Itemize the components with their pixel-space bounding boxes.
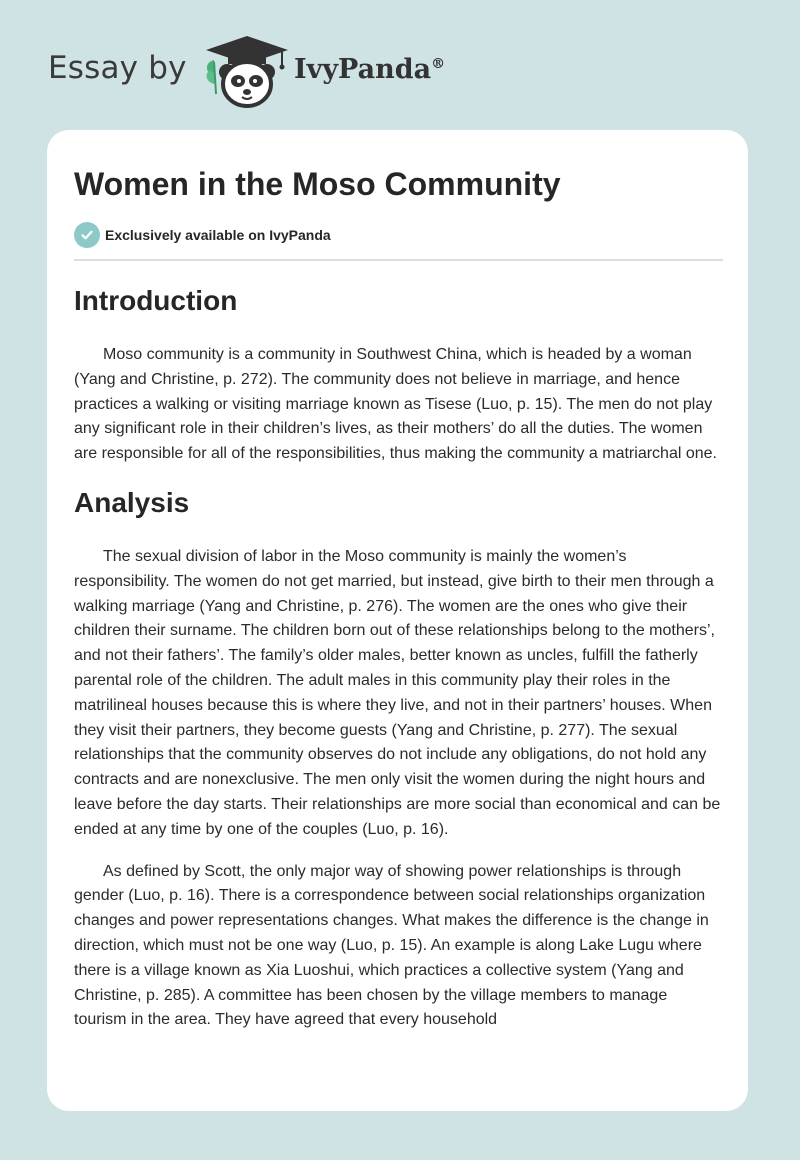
section-heading-introduction: Introduction [74,285,238,316]
exclusive-label: Exclusively available on IvyPanda [105,227,331,243]
essay-by-label: Essay by [48,50,187,86]
paragraph: As defined by Scott, the only major way of showing power relationships is through gender (Luo, p. 16). There is a correspondence between social relationships organization changes and power representations changes. What makes the difference is the change in direction, which must not be one way (Luo, p. 15). An example is along Lake Lugu where there is a village known as Xia Luoshui, which practices a collective system (Yang and Christine, p. 285). A committee has been chosen by the village members to manage tourism in the area. They have agreed that every household [74,862,709,1029]
brand-name[interactable] [294,54,445,85]
exclusive-badge [74,222,723,248]
section-heading-analysis: Analysis [74,486,190,518]
registered-mark: ® [431,56,446,72]
essay-content [74,162,723,1033]
check-icon [74,222,100,248]
essay-card [47,130,748,1111]
page-title: Women in the Moso Community [74,166,561,202]
site-header [48,34,568,110]
paragraph: The sexual division of labor in the Moso community is mainly the women’s responsibility. The women do not get married, but instead, give birth to their men through a walking marriage (Yang and Christine, p. 276). The women are the ones who give their children their surname. The children born out of these relationships belong to the mothers’, and not their fathers’. The family’s older males, better known as uncles, fulfill the fatherly parental role of the children. The adult males in this community play their roles in the matrilineal houses because this is where they live, and not in their partners’ houses. When they visit their partners, they become guests (Yang and Christine, p. 277). The sexual relationships that the community observes do not include any obligations, do not hold any contracts and are nonexclusive. The men only visit the women during the night hours and leave before the day starts. Their relationships are more social than economical and can be ended at any time by one of the couples (Luo, p. 16). [74,547,721,838]
divider [74,259,723,261]
paragraph: Moso community is a community in Southwest China, which is headed by a woman (Yang and Christine, p. 272). The community does not believe in marriage, and hence practices a walking or visiting marriage known as Tisese (Luo, p. 15). The men do not play any significant role in their children’s lives, as their mothers’ do all the duties. The women are responsible for all of the responsibilities, thus making the community a matriarchal one. [74,346,717,463]
leaf-icon [207,60,216,94]
panda-logo-icon[interactable] [202,34,292,110]
brand-name-text: IvyPanda [294,54,432,85]
